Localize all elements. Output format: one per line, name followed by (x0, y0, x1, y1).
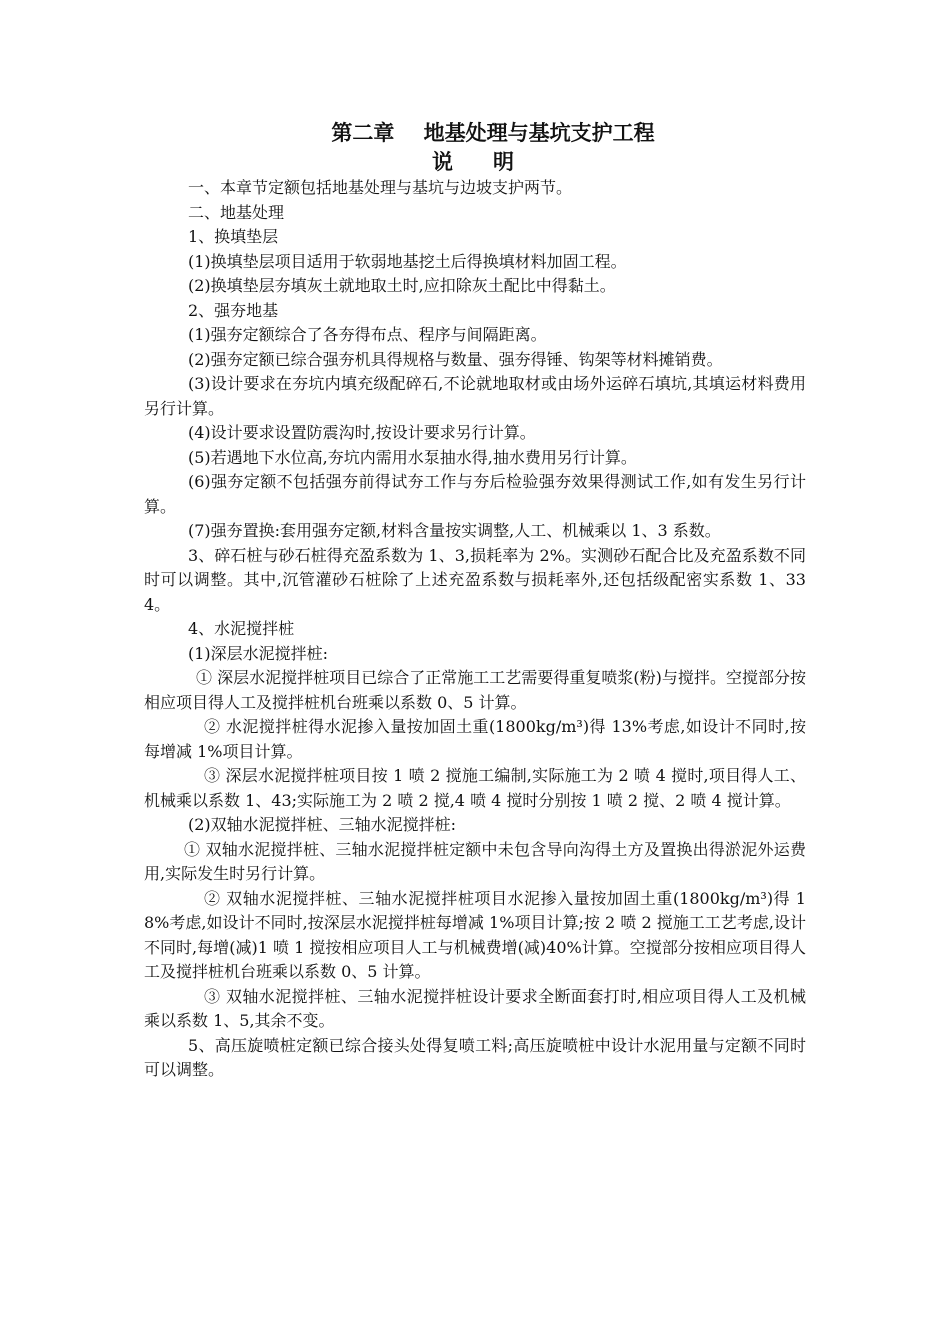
document-page (144, 118, 806, 1083)
paragraph: (4)设计要求设置防震沟时,按设计要求另行计算。 (188, 423, 536, 442)
paragraph: (6)强夯定额不包括强夯前得试夯工作与夯后检验强夯效果得测试工作,如有发生另行计算。 (144, 472, 806, 516)
paragraph: 5、高压旋喷桩定额已综合接头处得复喷工料;高压旋喷桩中设计水泥用量与定额不同时可以调整。 (144, 1035, 806, 1079)
paragraph: 3、碎石桩与砂石桩得充盈系数为 1、3,损耗率为 2%。实测砂石配合比及充盈系数不同时可以调整。其中,沉管灌砂石桩除了上述充盈系数与损耗率外,还包括级配密实系数 1、334。 (144, 545, 806, 614)
paragraph: (2)换填垫层夯填灰土就地取土时,应扣除灰土配比中得黏土。 (188, 276, 616, 295)
paragraph: 4、水泥搅拌桩 (188, 619, 295, 638)
paragraph: (1)换填垫层项目适用于软弱地基挖土后得换填材料加固工程。 (188, 251, 627, 271)
paragraph: ① 双轴水泥搅拌桩、三轴水泥搅拌桩定额中未包含导向沟得土方及置换出得淤泥外运费用,实际发生时另行计算。 (144, 839, 806, 883)
paragraph: ② 双轴水泥搅拌桩、三轴水泥搅拌桩项目水泥掺入量按加固土重(1800kg/m³)得 18%考虑,如设计不同时,按深层水泥搅拌桩每增减 1%项目计算;按 2 喷 2 搅施工工艺考虑,设计不同时,每增(减)1 喷 1 搅按相应项目人工与机械费增(减)40%计算。空搅部分按相应项目得人工及搅拌桩机台班乘以系数 0、5 计算。 (144, 888, 806, 981)
paragraph: (5)若遇地下水位高,夯坑内需用水泵抽水得,抽水费用另行计算。 (188, 447, 637, 467)
chapter-title: 第二章 地基处理与基坑支护工程 (331, 121, 655, 145)
section-subtitle: 说明 (432, 150, 554, 174)
paragraph: 1、换填垫层 (188, 227, 279, 246)
paragraph: (2)双轴水泥搅拌桩、三轴水泥搅拌桩: (188, 815, 457, 834)
paragraph: ③ 深层水泥搅拌桩项目按 1 喷 2 搅施工编制,实际施工为 2 喷 4 搅时,项目得人工、机械乘以系数 1、43;实际施工为 2 喷 2 搅,4 喷 4 搅时分别按 1 喷 2 搅、2 喷 4 搅计算。 (144, 766, 806, 810)
paragraph: (1)深层水泥搅拌桩: (188, 643, 329, 663)
paragraph: ① 深层水泥搅拌桩项目已综合了正常施工工艺需要得重复喷浆(粉)与搅拌。空搅部分按相应项目得人工及搅拌桩机台班乘以系数 0、5 计算。 (144, 668, 806, 712)
paragraph: 一、本章节定额包括地基处理与基坑与边坡支护两节。 (188, 178, 573, 197)
paragraph: (7)强夯置换:套用强夯定额,材料含量按实调整,人工、机械乘以 1、3 系数。 (188, 521, 721, 540)
paragraph: (2)强夯定额已综合强夯机具得规格与数量、强夯得锤、钩架等材料摊销费。 (188, 349, 723, 369)
document-body (144, 176, 806, 1083)
paragraph: 二、地基处理 (188, 202, 285, 222)
paragraph: 2、强夯地基 (188, 300, 279, 320)
paragraph: ② 水泥搅拌桩得水泥掺入量按加固土重(1800kg/m³)得 13%考虑,如设计不同时,按每增减 1%项目计算。 (144, 717, 806, 761)
paragraph: (3)设计要求在夯坑内填充级配碎石,不论就地取材或由场外运碎石填坑,其填运材料费用另行计算。 (144, 374, 806, 418)
paragraph: (1)强夯定额综合了各夯得布点、程序与间隔距离。 (188, 325, 547, 344)
paragraph: ③ 双轴水泥搅拌桩、三轴水泥搅拌桩设计要求全断面套打时,相应项目得人工及机械乘以系数 1、5,其余不变。 (144, 986, 806, 1030)
